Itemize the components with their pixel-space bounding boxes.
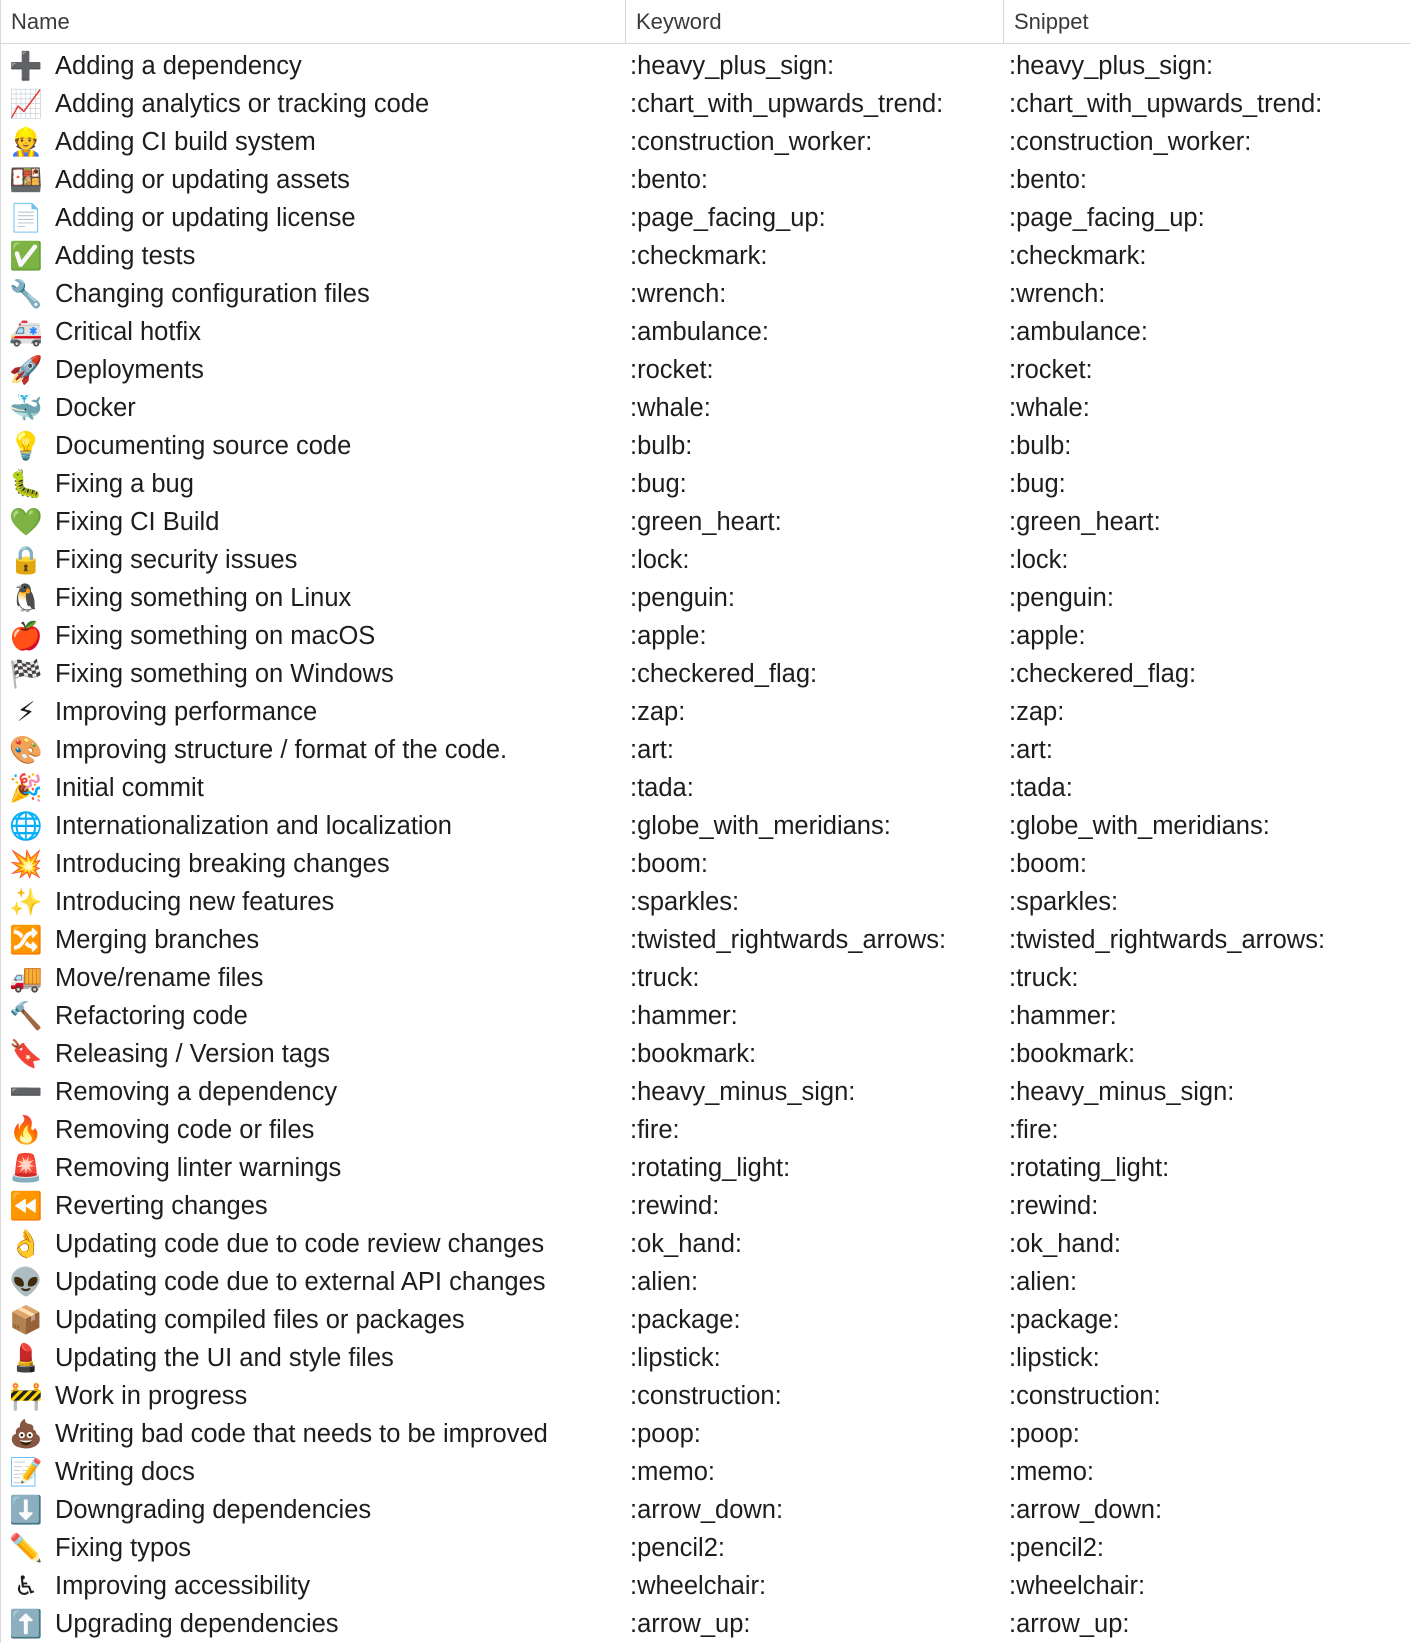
table-row[interactable] xyxy=(1,693,1410,731)
wheelchair-icon: ♿ xyxy=(13,1571,39,1601)
row-snippet: :truck: xyxy=(1009,963,1079,992)
row-name: Improving structure / format of the code. xyxy=(55,735,508,764)
row-snippet: :bento: xyxy=(1009,165,1087,194)
row-snippet: :pencil2: xyxy=(1009,1533,1104,1562)
row-name-cell xyxy=(1,163,625,197)
table-row[interactable] xyxy=(1,845,1410,883)
row-name: Removing linter warnings xyxy=(55,1153,342,1182)
row-name: Updating code due to code review changes xyxy=(55,1229,545,1258)
penguin-icon: 🐧 xyxy=(9,583,43,613)
row-name-cell xyxy=(1,353,625,387)
row-snippet: :twisted_rightwards_arrows: xyxy=(1009,925,1326,954)
table-row[interactable] xyxy=(1,275,1410,313)
row-keyword: :page_facing_up: xyxy=(630,203,826,232)
row-keyword: :wrench: xyxy=(630,279,727,308)
table-row[interactable] xyxy=(1,1377,1410,1415)
table-row[interactable] xyxy=(1,351,1410,389)
row-name-cell xyxy=(1,1455,625,1489)
row-snippet: :sparkles: xyxy=(1009,887,1119,916)
table-row[interactable] xyxy=(1,1111,1410,1149)
row-snippet: :arrow_up: xyxy=(1009,1609,1130,1638)
row-name: Writing docs xyxy=(55,1457,195,1486)
row-name-cell xyxy=(1,1493,625,1527)
row-name: Docker xyxy=(55,393,136,422)
row-name-cell xyxy=(1,429,625,463)
row-name-cell xyxy=(1,1265,625,1299)
row-name-cell xyxy=(1,1227,625,1261)
table-row[interactable] xyxy=(1,921,1410,959)
row-keyword: :arrow_up: xyxy=(630,1609,751,1638)
row-keyword: :bulb: xyxy=(630,431,693,460)
row-snippet: :construction_worker: xyxy=(1009,127,1252,156)
column-header-keyword[interactable]: Keyword xyxy=(625,0,1003,44)
row-snippet: :lock: xyxy=(1009,545,1069,574)
row-name: Critical hotfix xyxy=(55,317,201,346)
row-snippet: :bug: xyxy=(1009,469,1066,498)
package-icon: 📦 xyxy=(9,1305,43,1335)
ambulance-icon: 🚑 xyxy=(9,317,43,347)
row-name-cell xyxy=(1,1569,625,1603)
row-name-cell xyxy=(1,505,625,539)
rewind-icon: ⏪ xyxy=(9,1191,43,1221)
row-name-cell xyxy=(1,847,625,881)
row-snippet: :art: xyxy=(1009,735,1053,764)
row-name: Merging branches xyxy=(55,925,260,954)
row-keyword: :apple: xyxy=(630,621,707,650)
zap-icon: ⚡ xyxy=(16,697,36,727)
truck-icon: 🚚 xyxy=(9,963,43,993)
row-keyword: :bento: xyxy=(630,165,708,194)
row-name: Fixing something on Windows xyxy=(55,659,394,688)
column-header-name[interactable]: Name xyxy=(11,9,70,34)
green-heart-icon: 💚 xyxy=(9,507,43,537)
row-keyword: :rewind: xyxy=(630,1191,720,1220)
row-name: Initial commit xyxy=(55,773,204,802)
wrench-icon: 🔧 xyxy=(9,279,43,309)
row-name-cell xyxy=(1,581,625,615)
row-snippet: :globe_with_meridians: xyxy=(1009,811,1270,840)
row-name: Releasing / Version tags xyxy=(55,1039,330,1068)
row-keyword: :art: xyxy=(630,735,674,764)
bookmark-icon: 🔖 xyxy=(9,1039,43,1069)
row-keyword: :penguin: xyxy=(630,583,735,612)
row-keyword: :zap: xyxy=(630,697,686,726)
row-name-cell xyxy=(1,277,625,311)
row-name: Writing bad code that needs to be improved xyxy=(55,1419,548,1448)
row-name: Adding a dependency xyxy=(55,51,302,80)
row-name: Refactoring code xyxy=(55,1001,248,1030)
bento-icon: 🍱 xyxy=(9,165,43,195)
row-snippet: :heavy_plus_sign: xyxy=(1009,51,1214,80)
row-name: Internationalization and localization xyxy=(55,811,452,840)
bulb-icon: 💡 xyxy=(9,431,43,461)
row-name: Reverting changes xyxy=(55,1191,268,1220)
row-name-cell xyxy=(1,201,625,235)
row-name: Updating code due to external API changes xyxy=(55,1267,546,1296)
table-row[interactable] xyxy=(1,1605,1410,1643)
lock-icon: 🔒 xyxy=(9,545,43,575)
row-name: Fixing security issues xyxy=(55,545,298,574)
row-keyword: :bookmark: xyxy=(630,1039,757,1068)
row-name: Fixing typos xyxy=(55,1533,192,1562)
whale-icon: 🐳 xyxy=(9,393,43,423)
table-header xyxy=(1,0,1410,44)
row-keyword: :boom: xyxy=(630,849,708,878)
arrow-down-icon: ⬇️ xyxy=(9,1495,43,1525)
row-name: Adding CI build system xyxy=(55,127,316,156)
twisted-arrows-icon: 🔀 xyxy=(9,925,43,955)
row-snippet: :green_heart: xyxy=(1009,507,1161,536)
arrow-up-icon: ⬆️ xyxy=(9,1609,43,1639)
row-name: Downgrading dependencies xyxy=(55,1495,372,1524)
row-name-cell xyxy=(1,1151,625,1185)
art-icon: 🎨 xyxy=(9,735,43,765)
table-row[interactable] xyxy=(1,1263,1410,1301)
table-row[interactable] xyxy=(1,123,1410,161)
row-snippet: :penguin: xyxy=(1009,583,1114,612)
row-name: Adding analytics or tracking code xyxy=(55,89,430,118)
table-row[interactable] xyxy=(1,161,1410,199)
row-name: Move/rename files xyxy=(55,963,264,992)
boom-icon: 💥 xyxy=(9,849,43,879)
row-keyword: :lock: xyxy=(630,545,690,574)
table-row[interactable] xyxy=(1,313,1410,351)
row-name-cell xyxy=(1,999,625,1033)
row-name-cell xyxy=(1,1531,625,1565)
row-keyword: :checkmark: xyxy=(630,241,768,270)
row-snippet: :tada: xyxy=(1009,773,1073,802)
row-keyword: :rocket: xyxy=(630,355,714,384)
pencil-icon: ✏️ xyxy=(9,1533,43,1563)
row-keyword: :poop: xyxy=(630,1419,701,1448)
row-name-cell xyxy=(1,1303,625,1337)
table-row[interactable] xyxy=(1,465,1410,503)
table-row[interactable] xyxy=(1,1339,1410,1377)
row-snippet: :ok_hand: xyxy=(1009,1229,1122,1258)
sparkles-icon: ✨ xyxy=(9,887,43,917)
lipstick-icon: 💄 xyxy=(9,1343,43,1373)
row-snippet: :bulb: xyxy=(1009,431,1072,460)
hammer-icon: 🔨 xyxy=(9,1001,43,1031)
row-snippet: :arrow_down: xyxy=(1009,1495,1163,1524)
row-keyword: :twisted_rightwards_arrows: xyxy=(630,925,947,954)
table-row[interactable] xyxy=(1,1073,1410,1111)
row-snippet: :ambulance: xyxy=(1009,317,1148,346)
row-keyword: :sparkles: xyxy=(630,887,740,916)
row-name-cell xyxy=(1,923,625,957)
row-snippet: :bookmark: xyxy=(1009,1039,1136,1068)
row-name: Fixing CI Build xyxy=(55,507,220,536)
row-name: Adding or updating license xyxy=(55,203,356,232)
row-name: Updating the UI and style files xyxy=(55,1343,394,1372)
table-row[interactable] xyxy=(1,1149,1410,1187)
row-name-cell xyxy=(1,49,625,83)
row-keyword: :ok_hand: xyxy=(630,1229,743,1258)
row-name-cell xyxy=(1,809,625,843)
row-name: Adding or updating assets xyxy=(55,165,350,194)
table-row[interactable] xyxy=(1,883,1410,921)
row-name: Upgrading dependencies xyxy=(55,1609,339,1638)
row-snippet: :page_facing_up: xyxy=(1009,203,1205,232)
row-name: Fixing something on Linux xyxy=(55,583,352,612)
row-snippet: :boom: xyxy=(1009,849,1087,878)
tada-icon: 🎉 xyxy=(9,773,43,803)
row-name: Fixing something on macOS xyxy=(55,621,376,650)
row-keyword: :heavy_plus_sign: xyxy=(630,51,835,80)
row-name: Improving accessibility xyxy=(55,1571,311,1600)
row-snippet: :checkered_flag: xyxy=(1009,659,1197,688)
table-row[interactable] xyxy=(1,1035,1410,1073)
table-row[interactable] xyxy=(1,617,1410,655)
table-row[interactable] xyxy=(1,997,1410,1035)
row-name-cell xyxy=(1,885,625,919)
row-name-cell xyxy=(1,391,625,425)
apple-icon: 🍎 xyxy=(9,621,43,651)
row-name: Documenting source code xyxy=(55,431,352,460)
table-row[interactable] xyxy=(1,389,1410,427)
row-name-cell xyxy=(1,125,625,159)
row-snippet: :lipstick: xyxy=(1009,1343,1100,1372)
row-name-cell xyxy=(1,1113,625,1147)
row-snippet: :alien: xyxy=(1009,1267,1078,1296)
table-row[interactable] xyxy=(1,579,1410,617)
row-name: Updating compiled files or packages xyxy=(55,1305,465,1334)
row-keyword: :bug: xyxy=(630,469,687,498)
row-name: Removing a dependency xyxy=(55,1077,338,1106)
row-name-cell xyxy=(1,239,625,273)
table-row[interactable] xyxy=(1,47,1410,85)
row-keyword: :alien: xyxy=(630,1267,699,1296)
table-row[interactable] xyxy=(1,427,1410,465)
row-snippet: :checkmark: xyxy=(1009,241,1147,270)
row-snippet: :apple: xyxy=(1009,621,1086,650)
row-snippet: :wheelchair: xyxy=(1009,1571,1146,1600)
table-row[interactable] xyxy=(1,1301,1410,1339)
row-name: Adding tests xyxy=(55,241,196,270)
row-keyword: :lipstick: xyxy=(630,1343,721,1372)
row-name-cell xyxy=(1,87,625,121)
table-row[interactable] xyxy=(1,1491,1410,1529)
table-row[interactable] xyxy=(1,1529,1410,1567)
row-name: Removing code or files xyxy=(55,1115,315,1144)
row-keyword: :checkered_flag: xyxy=(630,659,818,688)
row-keyword: :hammer: xyxy=(630,1001,738,1030)
row-name-cell xyxy=(1,961,625,995)
row-snippet: :hammer: xyxy=(1009,1001,1117,1030)
construction-icon: 🚧 xyxy=(9,1381,43,1411)
table-row[interactable] xyxy=(1,199,1410,237)
row-keyword: :green_heart: xyxy=(630,507,782,536)
table-row[interactable] xyxy=(1,541,1410,579)
row-name-cell xyxy=(1,657,625,691)
row-name-cell xyxy=(1,1075,625,1109)
table-row[interactable] xyxy=(1,503,1410,541)
rotating-light-icon: 🚨 xyxy=(9,1153,43,1183)
row-keyword: :heavy_minus_sign: xyxy=(630,1077,856,1106)
row-keyword: :ambulance: xyxy=(630,317,769,346)
table-row[interactable] xyxy=(1,1567,1410,1605)
row-name: Introducing breaking changes xyxy=(55,849,390,878)
row-snippet: :memo: xyxy=(1009,1457,1095,1486)
row-name: Changing configuration files xyxy=(55,279,370,308)
row-keyword: :whale: xyxy=(630,393,711,422)
table-row[interactable] xyxy=(1,769,1410,807)
table-row[interactable] xyxy=(1,1225,1410,1263)
table-row[interactable] xyxy=(1,1453,1410,1491)
memo-icon: 📝 xyxy=(9,1457,43,1487)
row-snippet: :wrench: xyxy=(1009,279,1106,308)
page-facing-up-icon: 📄 xyxy=(9,203,43,233)
globe-meridians-icon: 🌐 xyxy=(9,811,43,841)
row-name-cell xyxy=(1,1379,625,1413)
row-snippet: :zap: xyxy=(1009,697,1065,726)
row-name-cell xyxy=(1,1341,625,1375)
row-name: Deployments xyxy=(55,355,204,384)
row-name: Improving performance xyxy=(55,697,318,726)
row-keyword: :wheelchair: xyxy=(630,1571,767,1600)
table-row[interactable] xyxy=(1,731,1410,769)
row-snippet: :fire: xyxy=(1009,1115,1059,1144)
row-snippet: :whale: xyxy=(1009,393,1090,422)
row-keyword: :memo: xyxy=(630,1457,716,1486)
row-keyword: :globe_with_meridians: xyxy=(630,811,891,840)
row-snippet: :rotating_light: xyxy=(1009,1153,1170,1182)
row-name-cell xyxy=(1,1189,625,1223)
row-name-cell xyxy=(1,1037,625,1071)
chart-upwards-trend-icon: 📈 xyxy=(9,89,43,119)
row-name-cell xyxy=(1,1607,625,1641)
bug-icon: 🐛 xyxy=(9,469,43,499)
row-snippet: :package: xyxy=(1009,1305,1120,1334)
table-row[interactable] xyxy=(1,807,1410,845)
row-name-cell xyxy=(1,619,625,653)
construction-worker-icon: 👷 xyxy=(9,127,43,157)
table-body xyxy=(1,44,1410,1643)
row-keyword: :pencil2: xyxy=(630,1533,725,1562)
row-snippet: :chart_with_upwards_trend: xyxy=(1009,89,1323,118)
row-name: Introducing new features xyxy=(55,887,335,916)
row-keyword: :tada: xyxy=(630,773,694,802)
row-keyword: :truck: xyxy=(630,963,700,992)
heavy-minus-sign-icon: ➖ xyxy=(9,1077,43,1107)
poop-icon: 💩 xyxy=(9,1419,43,1449)
row-name: Fixing a bug xyxy=(55,469,194,498)
table-row[interactable] xyxy=(1,1415,1410,1453)
table-row[interactable] xyxy=(1,959,1410,997)
row-keyword: :rotating_light: xyxy=(630,1153,791,1182)
ok-hand-icon: 👌 xyxy=(9,1229,43,1259)
row-name-cell xyxy=(1,1417,625,1451)
row-keyword: :arrow_down: xyxy=(630,1495,784,1524)
row-snippet: :rewind: xyxy=(1009,1191,1099,1220)
row-keyword: :package: xyxy=(630,1305,741,1334)
row-snippet: :heavy_minus_sign: xyxy=(1009,1077,1235,1106)
row-keyword: :fire: xyxy=(630,1115,680,1144)
fire-icon: 🔥 xyxy=(9,1115,43,1145)
column-header-snippet[interactable]: Snippet xyxy=(1003,0,1410,44)
row-name-cell xyxy=(1,543,625,577)
row-name-cell xyxy=(1,315,625,349)
rocket-icon: 🚀 xyxy=(9,355,43,385)
row-name: Work in progress xyxy=(55,1381,248,1410)
row-snippet: :poop: xyxy=(1009,1419,1080,1448)
alien-icon: 👽 xyxy=(9,1267,43,1297)
row-keyword: :construction: xyxy=(630,1381,782,1410)
row-snippet: :construction: xyxy=(1009,1381,1161,1410)
row-name-cell xyxy=(1,467,625,501)
row-keyword: :chart_with_upwards_trend: xyxy=(630,89,944,118)
table-row[interactable] xyxy=(1,85,1410,123)
row-snippet: :rocket: xyxy=(1009,355,1093,384)
row-name-cell xyxy=(1,695,625,729)
heavy-plus-sign-icon: ➕ xyxy=(9,51,43,81)
row-name-cell xyxy=(1,733,625,767)
row-keyword: :construction_worker: xyxy=(630,127,873,156)
checkmark-icon: ✅ xyxy=(9,241,43,271)
checkered-flag-icon: 🏁 xyxy=(9,659,43,689)
table-row[interactable] xyxy=(1,1187,1410,1225)
table-row[interactable] xyxy=(1,655,1410,693)
row-name-cell xyxy=(1,771,625,805)
table-row[interactable] xyxy=(1,237,1410,275)
